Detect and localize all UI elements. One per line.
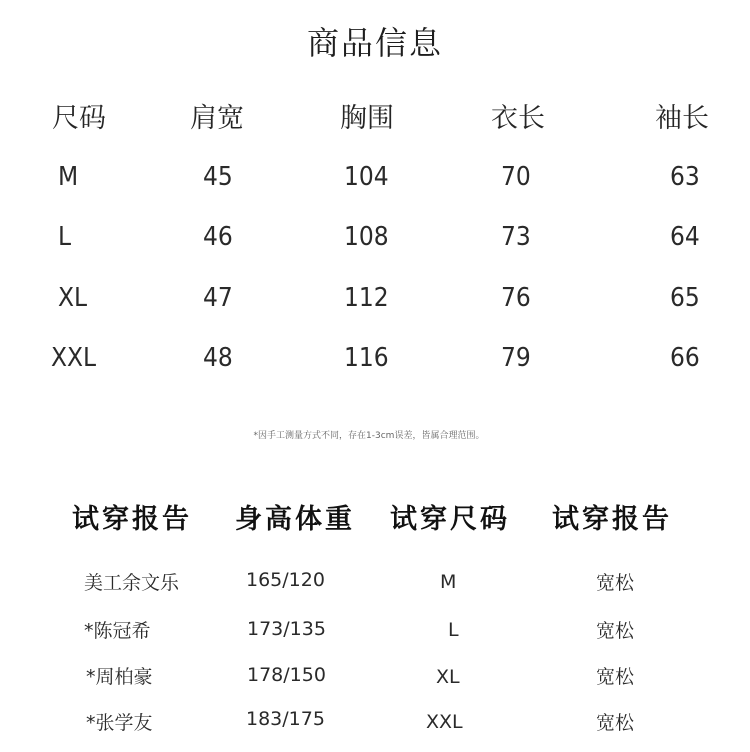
size-cell-chest: 104 [344,162,389,192]
trial-cell-name: *张学友 [86,712,153,734]
trial-header-report: 试穿报告 [72,504,192,535]
size-cell-shoulder: 46 [203,222,233,252]
size-header-length: 衣长 [491,103,545,134]
page-title: 商品信息 [306,24,443,62]
size-cell-sleeve: 65 [670,283,700,313]
trial-cell-height-weight: 183/175 [246,708,325,730]
size-cell-shoulder: 48 [203,343,233,373]
size-cell-sleeve: 63 [670,162,700,192]
trial-cell-fit: 宽松 [596,572,635,594]
trial-cell-name: *周柏豪 [86,666,153,688]
trial-cell-height-weight: 173/135 [247,618,326,640]
size-cell-size: XL [58,283,88,313]
trial-cell-name: 美工余文乐 [84,572,180,594]
measurement-note: *因手工测量方式不同，存在1-3cm误差，皆属合理范围。 [253,431,485,441]
trial-cell-fit: 宽松 [596,712,635,734]
size-cell-length: 76 [501,283,531,313]
trial-header-report-2: 试穿报告 [552,504,672,535]
size-cell-size: L [58,222,72,252]
trial-cell-size: XXL [426,711,463,733]
trial-header-height-weight: 身高体重 [235,504,355,535]
size-header-shoulder: 肩宽 [190,103,244,134]
size-cell-length: 70 [501,162,531,192]
size-cell-chest: 108 [344,222,389,252]
size-cell-shoulder: 45 [203,162,233,192]
trial-cell-height-weight: 178/150 [247,664,326,686]
size-cell-sleeve: 66 [670,343,700,373]
size-cell-length: 79 [501,343,531,373]
trial-cell-size: M [440,571,457,593]
trial-cell-size: L [448,619,459,641]
trial-cell-fit: 宽松 [596,620,635,642]
size-cell-size: M [58,162,79,192]
size-cell-chest: 112 [344,283,389,313]
trial-cell-fit: 宽松 [596,666,635,688]
size-cell-shoulder: 47 [203,283,233,313]
size-cell-chest: 116 [344,343,389,373]
trial-cell-size: XL [436,666,460,688]
trial-cell-height-weight: 165/120 [246,569,325,591]
size-header-chest: 胸围 [340,103,394,134]
size-header-size: 尺码 [52,103,106,134]
size-header-sleeve: 袖长 [655,103,709,134]
trial-cell-name: *陈冠希 [84,620,151,642]
size-cell-sleeve: 64 [670,222,700,252]
size-cell-length: 73 [501,222,531,252]
trial-header-trial-size: 试穿尺码 [390,504,510,535]
size-cell-size: XXL [51,343,97,373]
